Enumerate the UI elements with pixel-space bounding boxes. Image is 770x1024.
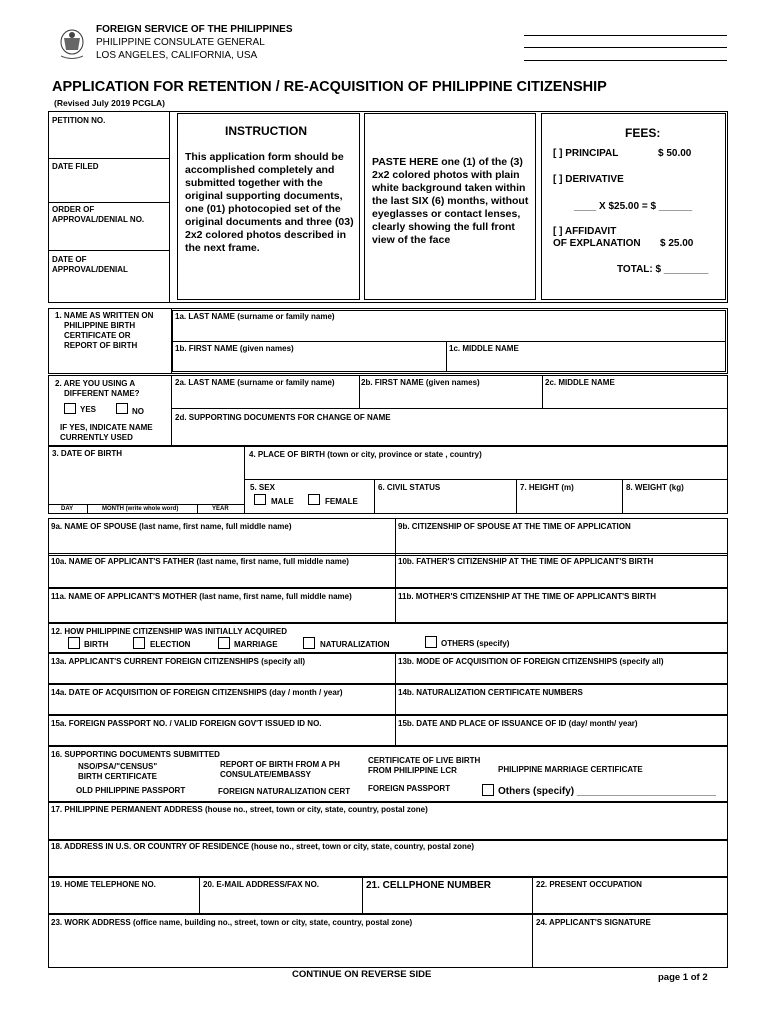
birth-checkbox[interactable] [68, 637, 80, 649]
divider [532, 914, 533, 968]
divider [244, 446, 245, 514]
f2a-label[interactable]: 2a. LAST NAME (surname or family name) [175, 378, 335, 387]
male-label: MALE [271, 497, 294, 506]
divider [395, 653, 396, 684]
f21-label[interactable]: 21. CELLPHONE NUMBER [366, 880, 492, 891]
f10b-label[interactable]: 10b. FATHER'S CITIZENSHIP AT THE TIME OF APPLICANT'S BIRTH [398, 557, 654, 566]
f1-label-l4: REPORT OF BIRTH [64, 341, 138, 350]
instruction-title: INSTRUCTION [225, 124, 307, 138]
photo-instructions: PASTE HERE one (1) of the (3) 2x2 colored photos with plain white background taken within the last SIX (6) months, without eyeglasses or contact lenses, clearly showing the full front view of the face [372, 156, 529, 246]
f5-label: 5. SEX [250, 483, 275, 492]
election-label: ELECTION [150, 640, 191, 649]
others-label: OTHERS (specify) [441, 639, 510, 648]
naturalization-label: NATURALIZATION [320, 640, 390, 649]
divider [199, 876, 200, 914]
f2d-label[interactable]: 2d. SUPPORTING DOCUMENTS FOR CHANGE OF NAME [175, 413, 391, 422]
divider [171, 375, 172, 446]
no-label: NO [132, 407, 144, 416]
order-label-l2: APPROVAL/DENIAL NO. [52, 215, 145, 224]
foreign-naturalization-cert[interactable]: FOREIGN NATURALIZATION CERT [218, 787, 351, 796]
header-blank-line-3 [524, 60, 727, 61]
date-filed-label: DATE FILED [52, 162, 99, 171]
instruction-text: This application form should be accomplished completely and submitted together with the original supporting documents, one (01) photocopied set of the original documents and three (03) 2x2 colored photos described in the next frame. [185, 151, 354, 254]
fee-principal[interactable]: [ ] PRINCIPAL [553, 148, 619, 159]
header-blank-line-1 [524, 35, 727, 36]
f22-label[interactable]: 22. PRESENT OCCUPATION [536, 880, 642, 889]
yes-label: YES [80, 405, 97, 414]
divider [171, 408, 728, 409]
f15b-label[interactable]: 15b. DATE AND PLACE OF ISSUANCE OF ID (day/ month/ year) [398, 719, 638, 728]
f6-label[interactable]: 6. CIVIL STATUS [378, 483, 441, 492]
divider [395, 684, 396, 715]
divider [362, 876, 363, 914]
f1-label-l2: PHILIPPINE BIRTH [64, 321, 136, 330]
f20-label[interactable]: 20. E-MAIL ADDRESS/FAX NO. [203, 880, 320, 889]
header-line-1: FOREIGN SERVICE OF THE PHILIPPINES [96, 24, 293, 35]
fee-affidavit-l1[interactable]: [ ] AFFIDAVIT [553, 226, 617, 237]
divider [395, 715, 396, 746]
fee-principal-amount: $ 50.00 [658, 148, 692, 159]
marriage-checkbox[interactable] [218, 637, 230, 649]
foreign-passport[interactable]: FOREIGN PASSPORT [368, 784, 451, 793]
birth-label: BIRTH [84, 640, 109, 649]
female-checkbox[interactable] [308, 494, 320, 505]
fee-affidavit-l2: OF EXPLANATION [553, 238, 641, 249]
divider [395, 553, 396, 589]
f9a-label[interactable]: 9a. NAME OF SPOUSE (last name, first name, full middle name) [51, 522, 292, 531]
nso-l2: BIRTH CERTIFICATE [78, 772, 157, 781]
header-line-2: PHILIPPINE CONSULATE GENERAL [96, 37, 265, 48]
female-label: FEMALE [325, 497, 358, 506]
naturalization-checkbox[interactable] [303, 637, 315, 649]
marriage-label: MARRIAGE [234, 640, 278, 649]
nso-l1[interactable]: NSO/PSA/"CENSUS" [78, 762, 158, 771]
f1-label-l3: CERTIFICATE OR [64, 331, 131, 340]
ph-marriage-cert[interactable]: PHILIPPINE MARRIAGE CERTIFICATE [498, 765, 643, 774]
f2b-label[interactable]: 2b. FIRST NAME (given names) [361, 378, 480, 387]
f11a-label[interactable]: 11a. NAME OF APPLICANT'S MOTHER (last name, first name, full middle name) [51, 592, 352, 601]
f3-label[interactable]: 3. DATE OF BIRTH [52, 449, 123, 458]
divider [542, 375, 543, 408]
revision-note: (Revised July 2019 PCGLA) [54, 98, 166, 108]
f12-label: 12. HOW PHILIPPINE CITIZENSHIP WAS INITIALLY ACQUIRED [51, 627, 288, 636]
divider [48, 250, 170, 251]
f24-label[interactable]: 24. APPLICANT'S SIGNATURE [536, 918, 651, 927]
divider [48, 158, 170, 159]
divider [395, 587, 396, 623]
f17-label[interactable]: 17. PHILIPPINE PERMANENT ADDRESS (house no., street, town or city, state, country, postal zone) [51, 805, 428, 814]
f18-label[interactable]: 18. ADDRESS IN U.S. OR COUNTRY OF RESIDENCE (house no., street, town or city, state, country, postal zone) [51, 842, 475, 851]
fee-derivative[interactable]: [ ] DERIVATIVE [553, 174, 624, 185]
month-label: MONTH (write whole word) [102, 506, 179, 512]
no-checkbox[interactable] [116, 403, 128, 414]
male-checkbox[interactable] [254, 494, 266, 505]
report-l2: CONSULATE/EMBASSY [220, 770, 311, 779]
election-checkbox[interactable] [133, 637, 145, 649]
others-doc-checkbox[interactable] [482, 784, 494, 796]
f1b-label[interactable]: 1b. FIRST NAME (given names) [175, 344, 294, 353]
fee-derivative-calc: ____ X $25.00 = $ ______ [574, 201, 693, 212]
date-of-approval-l1: DATE OF [52, 255, 87, 264]
f11b-label[interactable]: 11b. MOTHER'S CITIZENSHIP AT THE TIME OF APPLICANT'S BIRTH [398, 592, 657, 601]
divider [446, 341, 447, 372]
f7-label[interactable]: 7. HEIGHT (m) [520, 483, 574, 492]
divider [169, 111, 170, 303]
f9b-label[interactable]: 9b. CITIZENSHIP OF SPOUSE AT THE TIME OF APPLICATION [398, 522, 631, 531]
f2-if-yes-l2: CURRENTLY USED [60, 433, 133, 442]
year-label: YEAR [212, 506, 229, 512]
page-number: page 1 of 2 [658, 972, 708, 983]
fee-affidavit-amount: $ 25.00 [660, 238, 694, 249]
divider [359, 375, 360, 408]
f1-label-l1: 1. NAME AS WRITTEN ON [55, 311, 154, 320]
report-l1[interactable]: REPORT OF BIRTH FROM A PH [220, 760, 340, 769]
divider [516, 479, 517, 514]
f14a-label[interactable]: 14a. DATE OF ACQUISITION OF FOREIGN CITIZENSHIPS (day / month / year) [51, 688, 343, 697]
form-title: APPLICATION FOR RETENTION / RE-ACQUISITION OF PHILIPPINE CITIZENSHIP [52, 79, 607, 95]
f16-label: 16. SUPPORTING DOCUMENTS SUBMITTED [51, 750, 220, 759]
order-label-l1: ORDER OF [52, 205, 95, 214]
f2-label-l1: 2. ARE YOU USING A [55, 379, 136, 388]
yes-checkbox[interactable] [64, 403, 76, 414]
day-label: DAY [61, 506, 74, 512]
cert-l2: FROM PHILIPPINE LCR [368, 766, 457, 775]
f8-label[interactable]: 8. WEIGHT (kg) [626, 483, 684, 492]
header-line-3: LOS ANGELES, CALIFORNIA, USA [96, 50, 258, 61]
f2-label-l2: DIFFERENT NAME? [64, 389, 140, 398]
divider [197, 504, 198, 514]
f1a-label[interactable]: 1a. LAST NAME (surname or family name) [175, 312, 335, 321]
divider [622, 479, 623, 514]
divider [87, 504, 88, 514]
old-passport[interactable]: OLD PHILIPPINE PASSPORT [76, 786, 186, 795]
date-of-approval-l2: APPROVAL/DENIAL [52, 265, 128, 274]
header-blank-line-2 [524, 47, 727, 48]
f19-label[interactable]: 19. HOME TELEPHONE NO. [51, 880, 156, 889]
continue-note: CONTINUE ON REVERSE SIDE [292, 969, 432, 980]
f10a-label[interactable]: 10a. NAME OF APPLICANT'S FATHER (last name, first name, full middle name) [51, 557, 349, 566]
f23-label[interactable]: 23. WORK ADDRESS (office name, building no., street, town or city, state, country, postal zone) [51, 918, 413, 927]
f1c-label[interactable]: 1c. MIDDLE NAME [449, 344, 519, 353]
f13a-label[interactable]: 13a. APPLICANT'S CURRENT FOREIGN CITIZENSHIPS (specify all) [51, 657, 306, 666]
f2-if-yes-l1: IF YES, INDICATE NAME [60, 423, 153, 432]
f2c-label[interactable]: 2c. MIDDLE NAME [545, 378, 615, 387]
fees-title: FEES: [625, 126, 661, 140]
fee-total: TOTAL: $ ________ [617, 264, 709, 275]
seal-logo [56, 28, 88, 62]
divider [374, 479, 375, 514]
f4-label[interactable]: 4. PLACE OF BIRTH (town or city, province or state , country) [249, 450, 482, 459]
divider [532, 876, 533, 914]
divider [48, 202, 170, 203]
f15a-label[interactable]: 15a. FOREIGN PASSPORT NO. / VALID FOREIGN GOV'T ISSUED ID NO. [51, 719, 322, 728]
others-specify[interactable]: Others (specify) _________________________ [498, 786, 716, 797]
f13b-label[interactable]: 13b. MODE OF ACQUISITION OF FOREIGN CITIZENSHIPS (specify all) [398, 657, 664, 666]
cert-l1[interactable]: CERTIFICATE OF LIVE BIRTH [368, 756, 481, 765]
divider [395, 518, 396, 556]
f14b-label[interactable]: 14b. NATURALIZATION CERTIFICATE NUMBERS [398, 688, 583, 697]
petition-no-label: PETITION NO. [52, 116, 106, 125]
divider [244, 479, 728, 480]
divider [172, 341, 726, 342]
others-checkbox[interactable] [425, 636, 437, 648]
